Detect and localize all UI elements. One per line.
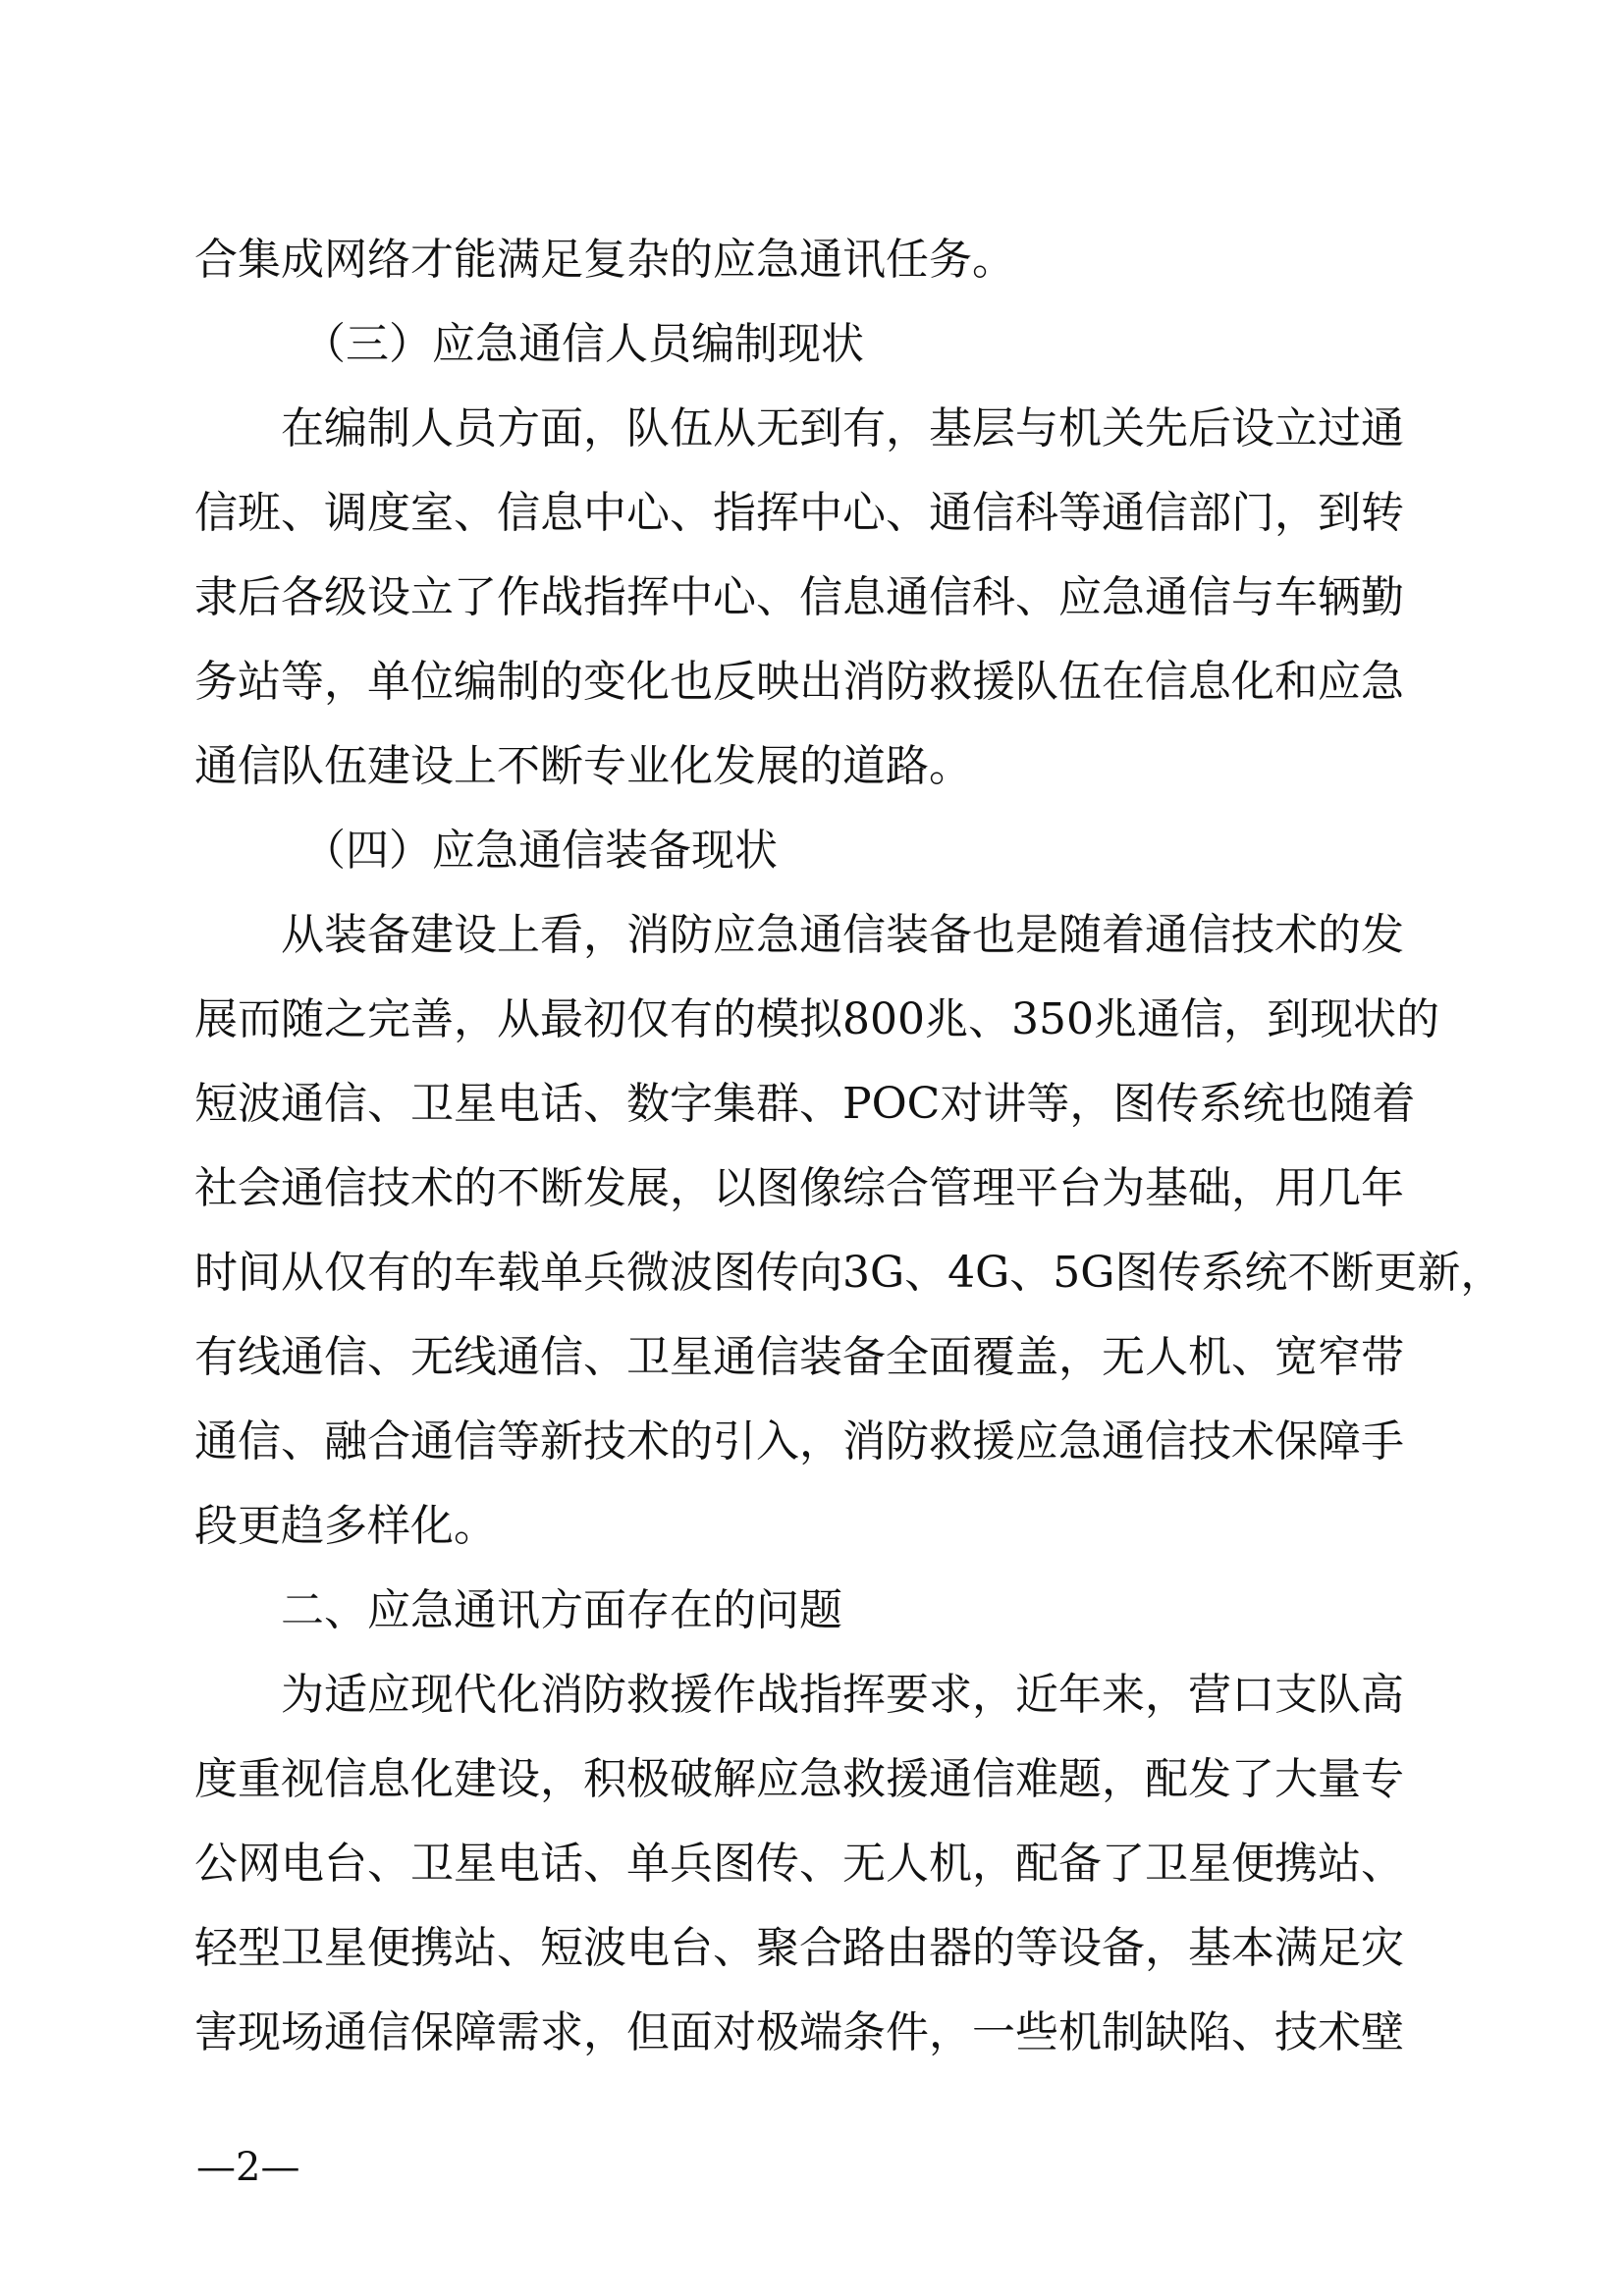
section-heading: 二、应急通讯方面存在的问题 [281,1585,842,1635]
paragraph-line: 合集成网络才能满足复杂的应急通讯任务。 [194,235,1015,285]
paragraph-line: 轻型卫星便携站、短波电台、聚合路由器的等设备，基本满足灾 [194,1923,1404,1973]
paragraph-line: 通信队伍建设上不断专业化发展的道路。 [194,741,972,791]
paragraph-line: 在编制人员方面，队伍从无到有，基层与机关先后设立过通 [281,403,1404,454]
paragraph-line: 展而随之完善，从最初仅有的模拟800兆、350兆通信，到现状的 [194,994,1439,1044]
paragraph-line: 害现场通信保障需求，但面对极端条件，一些机制缺陷、技术壁 [194,2007,1404,2057]
paragraph-line: 从装备建设上看，消防应急通信装备也是随着通信技术的发 [281,910,1404,960]
paragraph-line: 务站等，单位编制的变化也反映出消防救援队伍在信息化和应急 [194,657,1404,707]
paragraph-line: 信班、调度室、信息中心、指挥中心、通信科等通信部门，到转 [194,488,1404,538]
page-number: —2— [196,2145,300,2190]
paragraph-line: 有线通信、无线通信、卫星通信装备全面覆盖，无人机、宽窄带 [194,1332,1404,1382]
section-heading: （四）应急通信装备现状 [302,826,778,876]
document-body [194,218,1504,2075]
paragraph-line: 社会通信技术的不断发展，以图像综合管理平台为基础，用几年 [194,1163,1404,1213]
paragraph-line: 短波通信、卫星电话、数字集群、POC对讲等，图传系统也随着 [194,1079,1416,1129]
paragraph-line: 时间从仅有的车载单兵微波图传向3G、4G、5G图传系统不断更新， [194,1248,1504,1298]
section-heading: （三）应急通信人员编制现状 [302,319,864,369]
paragraph-line: 段更趋多样化。 [194,1501,497,1551]
paragraph-line: 通信、融合通信等新技术的引入，消防救援应急通信技术保障手 [194,1416,1404,1467]
paragraph-line: 度重视信息化建设，积极破解应急救援通信难题，配发了大量专 [194,1754,1404,1804]
paragraph-line: 为适应现代化消防救援作战指挥要求，近年来，营口支队高 [281,1670,1404,1720]
paragraph-line: 隶后各级设立了作战指挥中心、信息通信科、应急通信与车辆勤 [194,572,1404,622]
paragraph-line: 公网电台、卫星电话、单兵图传、无人机，配备了卫星便携站、 [194,1839,1404,1889]
